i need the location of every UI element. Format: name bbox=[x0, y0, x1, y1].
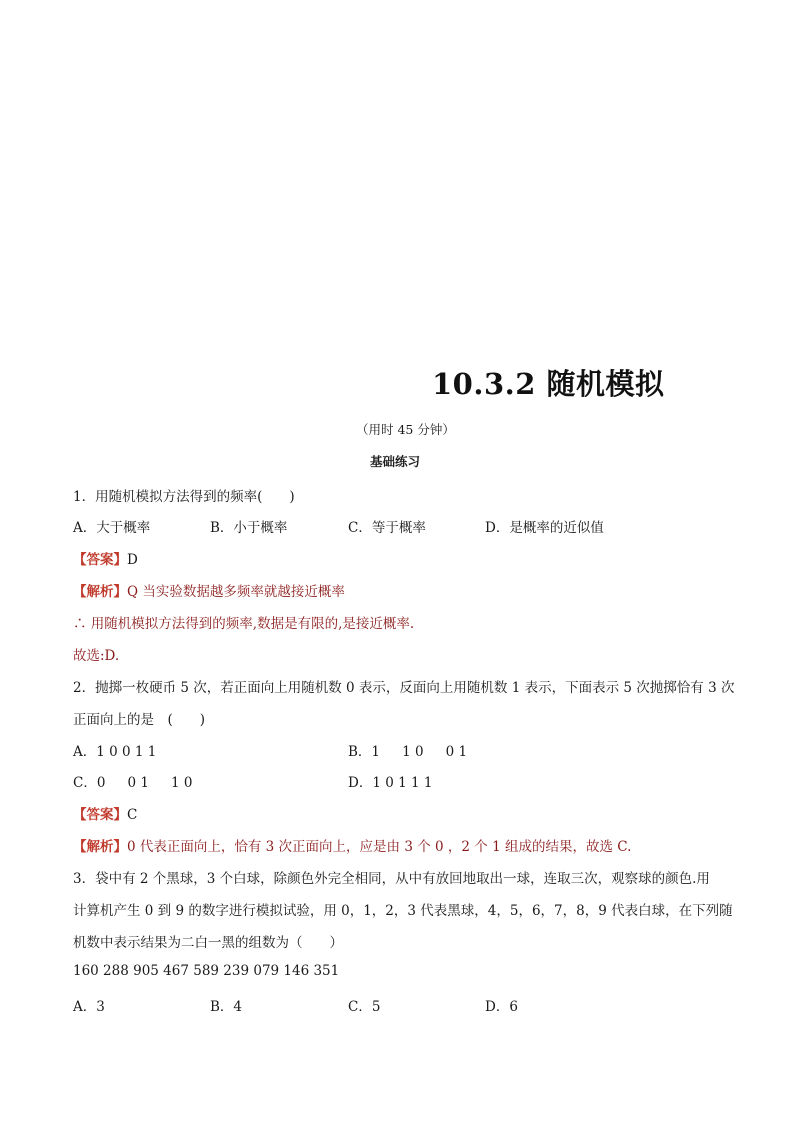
q1-option-c: C．等于概率 bbox=[348, 520, 426, 536]
q2-option-b: B．1 1 0 0 1 bbox=[348, 744, 468, 760]
analysis-tag: 【解析】 bbox=[73, 584, 127, 600]
q2-option-d: D．1 0 1 1 1 bbox=[348, 775, 433, 791]
q3-option-a: A．3 bbox=[73, 999, 105, 1015]
q2-stem-line2: 正面向上的是 ( ) bbox=[73, 712, 206, 728]
q1-stem: 1．用随机模拟方法得到的频率( ) bbox=[73, 489, 295, 505]
q1-analysis bbox=[73, 580, 345, 600]
q2-stem-line1: 2．抛掷一枚硬币 5 次，若正面向上用随机数 0 表示，反面向上用随机数 1 表示，下面表示 5 次抛掷恰有 3 次 bbox=[73, 680, 735, 696]
analysis-tag: 【解析】 bbox=[73, 839, 127, 855]
q3-stem-line3: 机数中表示结果为二白一黑的组数为（ ） bbox=[73, 935, 343, 951]
q2-analysis bbox=[73, 835, 631, 855]
q1-analysis-line2: ∴ 用随机模拟方法得到的频率,数据是有限的,是接近概率. bbox=[73, 616, 415, 632]
q2-option-c: C．0 0 1 1 0 bbox=[73, 775, 193, 791]
q1-answer bbox=[73, 548, 138, 568]
q1-option-a: A．大于概率 bbox=[73, 520, 151, 536]
q2-answer-value: C bbox=[127, 807, 138, 823]
q3-option-b: B．4 bbox=[210, 999, 243, 1015]
page-title: 10.3.2 随机模拟 bbox=[432, 367, 665, 401]
q2-option-a: A．1 0 0 1 1 bbox=[73, 744, 157, 760]
q3-stem-line2: 计算机产生 0 到 9 的数字进行模拟试验，用 0，1，2，3 代表黑球，4，5，6，7，8，9 代表白球，在下列随 bbox=[73, 903, 733, 919]
q1-answer-value: D bbox=[127, 552, 138, 568]
q1-analysis-line3: 故选:D. bbox=[73, 648, 120, 664]
section-heading: 基础练习 bbox=[370, 454, 421, 469]
q1-option-b: B．小于概率 bbox=[210, 520, 288, 536]
answer-tag: 【答案】 bbox=[73, 552, 127, 568]
q3-stem-line1: 3．袋中有 2 个黑球，3 个白球，除颜色外完全相同，从中有放回地取出一球，连取三次，观察球的颜色.用 bbox=[73, 871, 710, 887]
q1-option-d: D．是概率的近似值 bbox=[485, 520, 604, 536]
q3-option-d: D．6 bbox=[485, 999, 518, 1015]
q2-analysis-text: 0 代表正面向上，恰有 3 次正面向上，应是由 3 个 0 ，2 个 1 组成的结果，故选 C. bbox=[127, 839, 632, 855]
q3-random-numbers: 160 288 905 467 589 239 079 146 351 bbox=[73, 963, 340, 979]
q2-answer bbox=[73, 803, 137, 823]
q1-analysis-line1: Q 当实验数据越多频率就越接近概率 bbox=[127, 584, 345, 600]
answer-tag: 【答案】 bbox=[73, 807, 127, 823]
q3-option-c: C．5 bbox=[348, 999, 381, 1015]
time-limit: （用时 45 分钟） bbox=[356, 422, 455, 437]
